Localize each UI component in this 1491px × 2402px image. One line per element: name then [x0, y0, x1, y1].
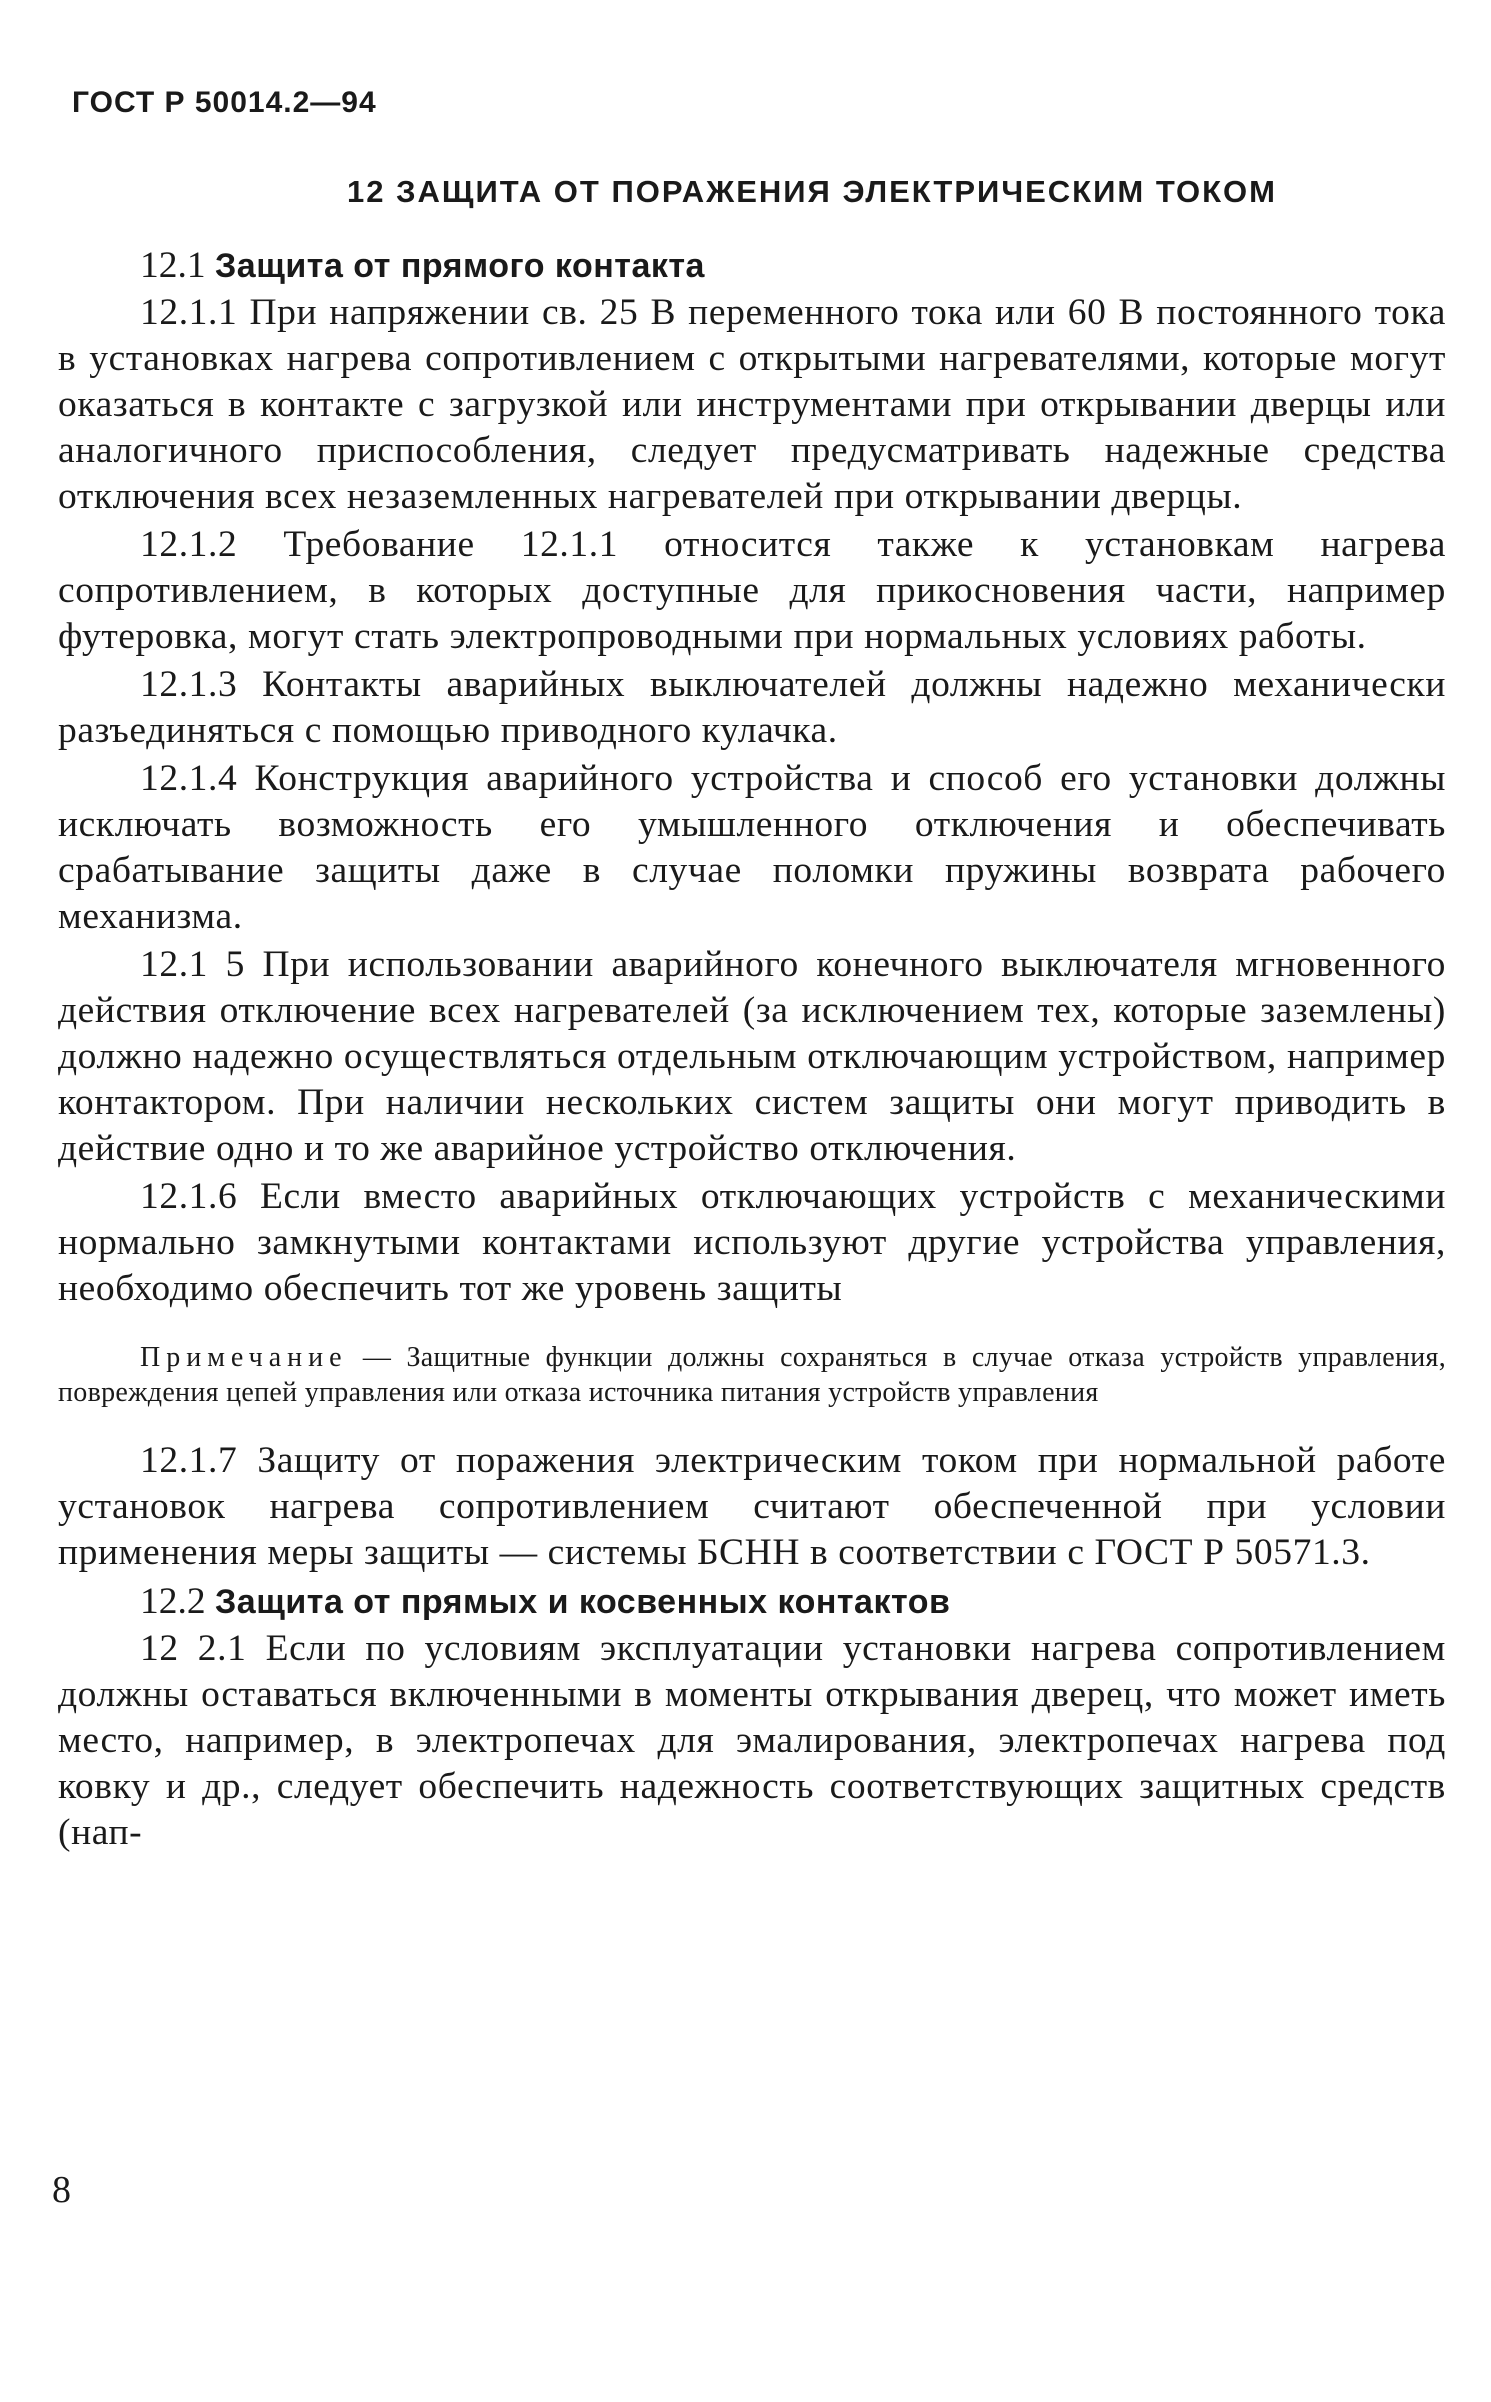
subsection-title: Защита от прямых и косвенных контактов	[215, 1583, 951, 1621]
paragraph-12-1-1: 12.1.1 При напряжении св. 25 В переменного тока или 60 В постоянного тока в установках нагрева сопротивлением с открытыми нагревателями, которые могут оказаться в контакте с загрузкой или инструментами при открывании дверцы или аналогичного приспособления, следует предусматривать надежные средства отключения всех незаземленных нагревателей при открывании дверцы.	[58, 292, 1446, 517]
subsection-heading-12-2	[58, 1578, 1446, 1626]
subsection-title: Защита от прямого контакта	[215, 247, 705, 285]
document-body	[58, 172, 1446, 1858]
page-number: 8	[52, 2169, 71, 2211]
section-title: 12 ЗАЩИТА ОТ ПОРАЖЕНИЯ ЭЛЕКТРИЧЕСКИМ ТОКОМ	[347, 174, 1277, 209]
paragraph-12-2-1: 12 2.1 Если по условиям эксплуатации установки нагрева сопротивлением должны оставаться включенными в моменты открывания дверец, что может иметь место, например, в электропечах для эмалирования, электропечах нагрева под ковку и др., следует обеспечить надежность соответствующих защитных средств (нап-	[58, 1628, 1446, 1853]
note-label: Примечание	[140, 1342, 348, 1373]
subsection-number: 12.1	[140, 245, 206, 286]
subsection-heading-12-1	[58, 242, 1446, 290]
paragraph-12-1-7: 12.1.7 Защиту от поражения электрическим током при нормальной работе установок нагрева сопротивлением считают обеспеченной при условии применения меры защиты — системы БСНН в соответствии с ГОСТ Р 50571.3.	[58, 1440, 1446, 1573]
paragraph-12-1-4: 12.1.4 Конструкция аварийного устройства и способ его установки должны исключать возможность его умышленного отключения и обеспечивать срабатывание защиты даже в случае поломки пружины возврата рабочего механизма.	[58, 758, 1446, 937]
note-text: — Защитные функции должны сохраняться в случае отказа устройств управления, повреждения цепей управления или отказа источника питания устройств управления	[58, 1342, 1446, 1408]
subsection-number: 12.2	[140, 1581, 206, 1622]
document-header: ГОСТ Р 50014.2—94	[72, 86, 377, 119]
paragraph-12-1-5: 12.1 5 При использовании аварийного конечного выключателя мгновенного действия отключение всех нагревателей (за исключением тех, которые заземлены) должно надежно осуществляться отдельным отключающим устройством, например контактором. При наличии нескольких систем защиты они могут приводить в действие одно и то же аварийное устройство отключения.	[58, 944, 1446, 1169]
note	[58, 1340, 1446, 1410]
paragraph-12-1-3: 12.1.3 Контакты аварийных выключателей должны надежно механически разъединяться с помощью приводного кулачка.	[58, 664, 1446, 751]
paragraph-12-1-6: 12.1.6 Если вместо аварийных отключающих устройств с механическими нормально замкнутыми контактами используют другие устройства управления, необходимо обеспечить тот же уровень защиты	[58, 1176, 1446, 1309]
paragraph-12-1-2: 12.1.2 Требование 12.1.1 относится также к установкам нагрева сопротивлением, в которых доступные для прикосновения части, например футеровка, могут стать электропроводными при нормальных условиях работы.	[58, 524, 1446, 657]
